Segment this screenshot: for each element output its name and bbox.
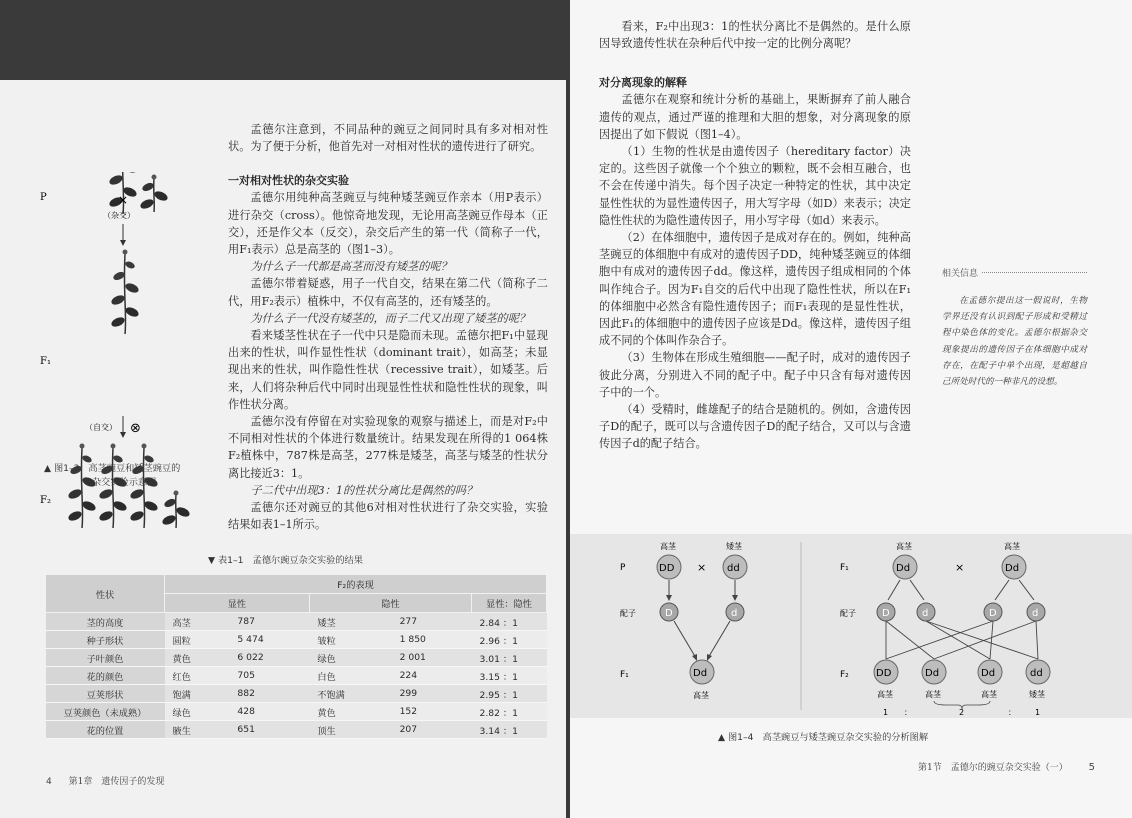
label-p: P <box>40 192 47 203</box>
cell-trait: 豆荚形状 <box>46 685 165 703</box>
diag-left-dd: dd <box>727 563 740 574</box>
diag-left-D: D <box>665 608 673 619</box>
cell-dominant: 饱满 <box>165 685 230 703</box>
header-trait: 性状 <box>46 575 165 613</box>
cell-dominant: 圆粒 <box>165 631 230 649</box>
self-symbol: ⊗ <box>130 421 141 436</box>
table-row <box>46 613 547 631</box>
sidebar-rule <box>982 272 1087 273</box>
left-para-4: 看来矮茎性状在子一代中只是隐而未现。孟德尔把F₁中显现出来的性状，叫作显性性状（dominant trait），如高茎；未显现出来的性状，叫作隐性性状（recessive trait），如矮茎。后来，人们将杂种后代中同时出现显性性状和隐性性状的现象，叫作性状分离。 <box>228 329 548 411</box>
header-ratio: 显性：隐性 <box>472 594 547 613</box>
diag-left-short: 矮茎 <box>726 542 742 551</box>
related-info-sidebar <box>942 266 1087 390</box>
cell-recessive: 顶生 <box>309 721 391 739</box>
table-row <box>46 685 547 703</box>
header-dominant: 显性 <box>165 594 310 613</box>
diag-ratio-2: 2 <box>959 708 965 717</box>
diag-left-cross: × <box>697 561 707 574</box>
cell-ratio: 3.01 ：1 <box>472 649 547 667</box>
header-f2: F₂的表现 <box>165 575 547 594</box>
cell-ratio: 2.96 ：1 <box>472 631 547 649</box>
table-caption: ▼ 表1–1 孟德尔豌豆杂交实验的结果 <box>208 555 363 566</box>
right-para-2: 孟德尔在观察和统计分析的基础上，果断摒弃了前人融合遗传的观点，通过严谨的推理和大胆的想象，对分离现象的原因提出了如下假说（图1–4）。 <box>599 93 911 141</box>
question-1: 为什么子一代都是高茎而没有矮茎的呢？ <box>250 260 452 274</box>
right-page-number: 5 <box>1088 762 1095 773</box>
diag-ratio-1a: 1 <box>883 708 889 717</box>
right-footer <box>918 760 1095 773</box>
diag-right-dd: dd <box>1030 668 1043 679</box>
cell-recessive-count: 2 001 <box>392 649 472 667</box>
table-row <box>46 649 547 667</box>
left-page-number: 4 <box>46 777 52 787</box>
diag-right-D-2: D <box>989 608 997 619</box>
cell-dominant-count: 787 <box>229 613 309 631</box>
diag-left-tall: 高茎 <box>660 542 676 551</box>
cell-trait: 茎的高度 <box>46 613 165 631</box>
diag-left-p: P <box>620 563 626 573</box>
right-page <box>570 0 1132 818</box>
cell-dominant-count: 428 <box>229 703 309 721</box>
cell-dominant-count: 882 <box>229 685 309 703</box>
cell-dominant: 绿色 <box>165 703 230 721</box>
diag-right-Dd-3: Dd <box>925 668 940 679</box>
table-row <box>46 631 547 649</box>
diag-left-DD: DD <box>659 563 675 574</box>
cell-dominant-count: 6 022 <box>229 649 309 667</box>
header-recessive: 隐性 <box>309 594 471 613</box>
cell-trait: 子叶颜色 <box>46 649 165 667</box>
label-f1: F₁ <box>40 356 51 367</box>
cell-dominant: 黄色 <box>165 649 230 667</box>
sidebar-text: 在孟德尔提出这一假说时，生物学界还没有认识到配子形成和受精过程中染色体的变化。孟德尔根据杂交现象提出的遗传因子在体细胞中成对存在，在配子中单个出现，是超越自己所处时代的一种非凡的设想。 <box>942 296 1087 388</box>
diag-f2-tall-1: 高茎 <box>877 690 893 699</box>
cell-ratio: 2.84 ：1 <box>472 613 547 631</box>
table-row <box>46 721 547 739</box>
cross-symbol: × <box>118 193 129 207</box>
cell-trait: 种子形状 <box>46 631 165 649</box>
cell-dominant-count: 705 <box>229 667 309 685</box>
cell-dominant: 红色 <box>165 667 230 685</box>
diag-right-f2: F₂ <box>840 670 849 680</box>
cell-trait: 花的颜色 <box>46 667 165 685</box>
diag-right-cross: × <box>955 561 965 574</box>
cell-recessive-count: 152 <box>392 703 472 721</box>
question-2: 为什么子一代没有矮茎的，而子二代又出现了矮茎的呢？ <box>250 311 531 325</box>
diag-left-gamete: 配子 <box>620 609 636 618</box>
cell-recessive-count: 224 <box>392 667 472 685</box>
diag-right-Dd-1: Dd <box>896 563 911 574</box>
diag-right-gamete: 配子 <box>840 609 856 618</box>
left-page <box>0 80 566 818</box>
diag-right-tall-2: 高茎 <box>1004 542 1020 551</box>
section-heading-explanation: 对分离现象的解释 <box>599 76 687 90</box>
label-f2: F₂ <box>40 495 51 506</box>
diag-right-D-1: D <box>882 608 890 619</box>
cell-ratio: 3.15 ：1 <box>472 667 547 685</box>
cross-note: （杂交） <box>103 211 135 220</box>
cell-dominant: 腋生 <box>165 721 230 739</box>
cell-recessive-count: 299 <box>392 685 472 703</box>
figure-1-3-caption <box>44 460 204 488</box>
diag-ratio-colon-1: ： <box>904 708 912 717</box>
cell-trait: 豆荚颜色（未成熟） <box>46 703 165 721</box>
right-para-3: （1）生物的性状是由遗传因子（hereditary factor）决定的。这些因子就像一个个独立的颗粒，既不会相互融合，也不会在传递中消失。每个因子决定一种特定的性状，其中决定显性性状的为显性遗传因子，用大写字母（如D）来表示；决定隐性性状的为隐性遗传因子，用小写字母（如d）来表示。 <box>599 145 911 227</box>
diag-ratio-colon-2: ： <box>1008 708 1016 717</box>
cell-trait: 花的位置 <box>46 721 165 739</box>
right-para-4: （2）在体细胞中，遗传因子是成对存在的。例如，纯种高茎豌豆的体细胞中有成对的遗传因子DD，纯种矮茎豌豆的体细胞中有成对的遗传因子dd。像这样，遗传因子组成相同的个体叫作纯合子。因为F₁自交的后代中出现了隐性性状，所以在F₁的体细胞中必然含有隐性遗传因子；而F₁表现的是显性性状，因此F₁的体细胞中的遗传因子应该是Dd。像这样，遗传因子组成不同的个体叫作杂合子。 <box>599 231 911 348</box>
cell-ratio: 2.82 ：1 <box>472 703 547 721</box>
diag-right-d-1: d <box>922 608 929 619</box>
left-para-2: 孟德尔用纯种高茎豌豆与纯种矮茎豌豆作亲本（用P表示）进行杂交（cross）。他惊奇地发现，无论用高茎豌豆作母本（正交），还是作父本（反交），杂交后产生的第一代（简称子一代，用F₁表示）总是高茎的（图1–3）。 <box>228 191 548 257</box>
cell-recessive: 白色 <box>309 667 391 685</box>
cell-ratio: 2.95 ：1 <box>472 685 547 703</box>
left-para-1: 孟德尔注意到，不同品种的豌豆之间同时具有多对相对性状。为了便于分析，他首先对一对相对性状的遗传进行了研究。 <box>228 123 548 154</box>
caption-line2: 杂交实验示意图 <box>92 477 157 488</box>
self-note: （自交） <box>85 423 117 432</box>
diag-right-DD: DD <box>876 668 892 679</box>
diag-right-d-2: d <box>1032 608 1039 619</box>
diag-f2-tall-3: 高茎 <box>981 690 997 699</box>
figure-1-4 <box>570 534 1132 718</box>
cell-recessive: 不饱满 <box>309 685 391 703</box>
diag-right-Dd-4: Dd <box>981 668 996 679</box>
diag-f2-tall-2: 高茎 <box>925 690 941 699</box>
caption-line1: 高茎豌豆和矮茎豌豆的 <box>88 463 181 474</box>
section-heading-single-trait: 一对相对性状的杂交实验 <box>228 174 349 188</box>
cell-ratio: 3.14 ：1 <box>472 721 547 739</box>
table-row <box>46 667 547 685</box>
cell-dominant-count: 5 474 <box>229 631 309 649</box>
cell-recessive: 矮茎 <box>309 613 391 631</box>
diag-left-f1: F₁ <box>620 670 629 680</box>
left-footer-text: 第1章 遗传因子的发现 <box>68 777 165 787</box>
left-text-column <box>228 121 548 533</box>
cell-dominant-count: 651 <box>229 721 309 739</box>
left-footer <box>46 774 164 787</box>
left-para-5: 孟德尔没有停留在对实验现象的观察与描述上，而是对F₂中不同相对性状的个体进行数量统计。结果发现在所得的1 064株F₂植株中，787株是高茎，277株是矮茎，高茎与矮茎的性状分离比接近3：1。 <box>228 415 548 480</box>
diag-left-Dd: Dd <box>693 668 708 679</box>
cell-recessive-count: 1 850 <box>392 631 472 649</box>
diag-ratio-1b: 1 <box>1035 708 1041 717</box>
cell-dominant: 高茎 <box>165 613 230 631</box>
right-para-5: （3）生物体在形成生殖细胞——配子时，成对的遗传因子彼此分离，分别进入不同的配子中。配子中只含有每对遗传因子中的一个。 <box>599 351 911 399</box>
right-footer-text: 第1节 孟德尔的豌豆杂交实验（一） <box>918 763 1068 773</box>
cell-recessive: 皱粒 <box>309 631 391 649</box>
left-para-6: 孟德尔还对豌豆的其他6对相对性状进行了杂交实验，实验结果如表1–1所示。 <box>228 501 548 532</box>
right-para-1: 看来，F₂中出现3：1的性状分离比不是偶然的。是什么原因导致遗传性状在杂种后代中按一定的比例分离呢？ <box>599 20 911 51</box>
table-row <box>46 703 547 721</box>
caption-mark: ▲ 图1–3 <box>44 463 80 474</box>
left-para-3: 孟德尔带着疑惑，用子一代自交，结果在第二代（简称子二代，用F₂表示）植株中，不仅有高茎的，还有矮茎的。 <box>228 277 548 308</box>
diag-right-tall-1: 高茎 <box>896 542 912 551</box>
right-text-column <box>599 18 911 453</box>
diag-left-d: d <box>731 608 738 619</box>
diag-right-f1: F₁ <box>840 563 849 573</box>
diag-right-Dd-2: Dd <box>1005 563 1020 574</box>
cell-recessive-count: 207 <box>392 721 472 739</box>
right-para-6: （4）受精时，雌雄配子的结合是随机的。例如，含遗传因子D的配子，既可以与含遗传因子D的配子结合，又可以与含遗传因子d的配子结合。 <box>599 403 911 451</box>
diag-left-f1-tall: 高茎 <box>693 691 709 700</box>
figure-1-4-caption: ▲ 图1–4 高茎豌豆与矮茎豌豆杂交实验的分析图解 <box>718 732 929 743</box>
diag-f2-short: 矮茎 <box>1029 690 1045 699</box>
cell-recessive: 绿色 <box>309 649 391 667</box>
results-table <box>45 574 547 739</box>
question-3: 子二代中出现3：1的性状分离比是偶然的吗？ <box>250 483 478 497</box>
sidebar-title: 相关信息 <box>942 269 979 279</box>
cell-recessive-count: 277 <box>392 613 472 631</box>
cell-recessive: 黄色 <box>309 703 391 721</box>
